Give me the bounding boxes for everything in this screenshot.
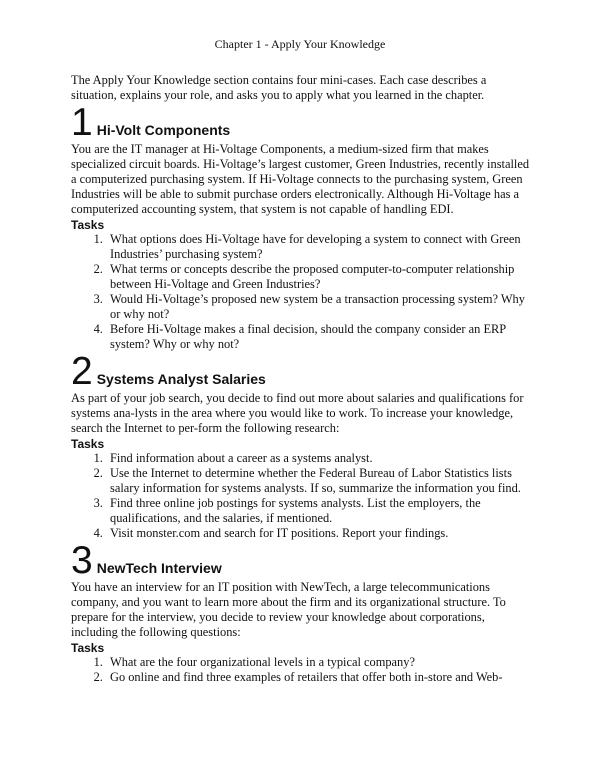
task-item: 2. Use the Internet to determine whether the Federal Bureau of Labor Statistics lists salary information for systems analysts. If so, summarize the information you find. — [106, 466, 533, 496]
case-number: 1 — [71, 101, 93, 144]
intro-paragraph: The Apply Your Knowledge section contains four mini-cases. Each case describes a situation, explains your role, and asks you to apply what you learned in the chapter. — [71, 73, 487, 102]
task-list — [71, 451, 533, 541]
tasks-label: Tasks — [71, 641, 105, 655]
task-item: 1. Find information about a career as a systems analyst. — [106, 451, 533, 466]
case-description: As part of your job search, you decide to find out more about salaries and qualifications for systems ana-lysts in the area where you would like to work. To increase your knowledge, search the Internet to per-form the following research: — [71, 391, 524, 435]
case-section — [71, 350, 533, 541]
case-description: You are the IT manager at Hi-Voltage Components, a medium-sized firm that makes specialized circuit boards. Hi-Voltage’s largest customer, Green Industries, recently installed a computerized purchasing system. If Hi-Voltage connects to the purchasing system, Green Industries will be able to submit purchase orders electronically. Although Hi-Voltage has a computerized accounting system, that system is not capable of handling EDI. — [71, 142, 530, 216]
task-item: 2. Go online and find three examples of retailers that offer both in-store and Web- — [106, 670, 533, 685]
task-item: 4. Visit monster.com and search for IT positions. Report your findings. — [106, 526, 533, 541]
task-item: 3. Find three online job postings for systems analysts. List the employers, the qualifications, and the salaries, if mentioned. — [106, 496, 533, 526]
case-heading — [71, 101, 533, 144]
task-list — [71, 655, 533, 685]
case-heading — [71, 350, 533, 393]
tasks-label: Tasks — [71, 218, 105, 232]
case-heading — [71, 539, 533, 582]
task-item: 3. Would Hi-Voltage’s proposed new system be a transaction processing system? Why or why not? — [106, 292, 533, 322]
case-number: 2 — [71, 350, 93, 393]
page-header: Chapter 1 - Apply Your Knowledge — [214, 37, 386, 51]
task-item: 2. What terms or concepts describe the proposed computer-to-computer relationship between Hi-Voltage and Green Industries? — [106, 262, 533, 292]
case-title: Systems Analyst Salaries — [96, 371, 266, 387]
case-title: NewTech Interview — [96, 560, 222, 576]
case-section — [71, 539, 533, 685]
case-title: Hi-Volt Components — [96, 122, 231, 138]
task-list — [71, 232, 533, 352]
task-item: 1. What options does Hi-Voltage have for developing a system to connect with Green Industries’ purchasing system? — [106, 232, 533, 262]
case-description: You have an interview for an IT position with NewTech, a large telecommunications company, and you want to learn more about the firm and its organizational structure. To prepare for the interview, you decide to review your knowledge about corporations, including the following questions: — [71, 580, 506, 639]
task-item: 4. Before Hi-Voltage makes a final decision, should the company consider an ERP system? Why or why not? — [106, 322, 533, 352]
document-body — [71, 73, 533, 689]
tasks-label: Tasks — [71, 437, 105, 451]
case-number: 3 — [71, 539, 93, 582]
task-item: 1. What are the four organizational levels in a typical company? — [106, 655, 533, 670]
case-section — [71, 101, 533, 352]
